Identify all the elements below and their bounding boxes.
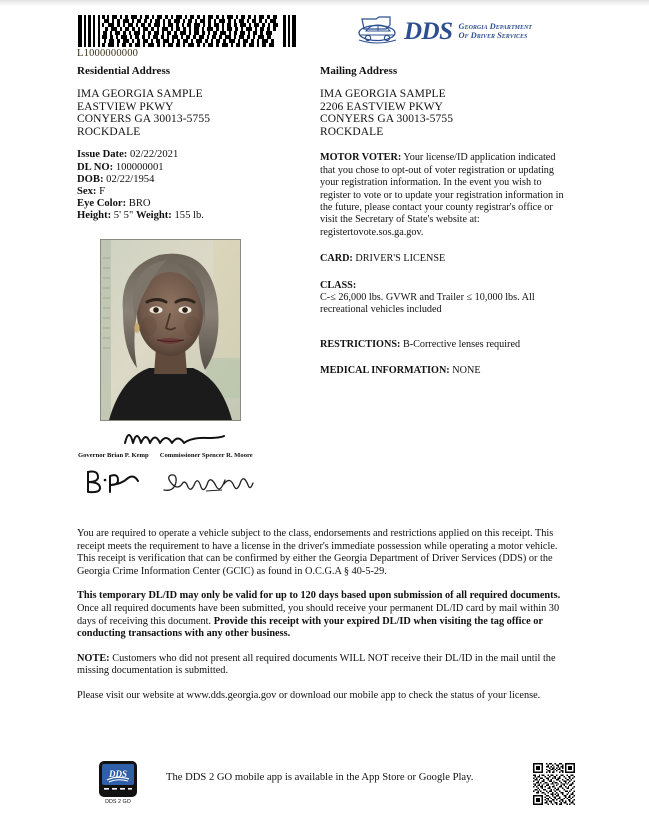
body-paragraph-4: Please visit our website at www.dds.georgia.gov or download our mobile app to check the status of your license. [77,689,541,701]
sex-value: F [99,185,105,197]
qr-code-icon [533,763,575,805]
sex-label: Sex: [77,185,97,197]
height-weight-field [77,210,307,222]
motor-voter-label: MOTOR VOTER: [320,152,402,164]
motor-voter-block [320,152,568,239]
footer-app-text: The DDS 2 GO mobile app is available in the App Store or Google Play. [166,772,474,783]
svg-text:DDS: DDS [108,769,128,779]
receipt-body [77,528,574,703]
weight-label: Weight: [135,210,172,222]
governor-signature-icon [82,468,142,496]
height-label: Height: [77,210,112,222]
body-paragraph-1: You are required to operate a vehicle subject to the class, endorsements and restrictions applied on this receipt. This receipt meets the requirement to have a license in the driver's immediate possession while operating a motor vehicle. This receipt is verification that can be confirmed by either the Georgia Department of Driver Services (DDS) or the Georgia Crime Information Center (GCIC) as found in O.C.G.A § 40-5-29. [77,528,558,577]
issue-date-label: Issue Date: [77,149,128,161]
barcode-number: L1000000000 [77,48,139,59]
restrictions-value: B-Corrective lenses required [402,338,521,350]
sex-field [77,186,307,198]
residential-line-1: IMA GEORGIA SAMPLE [77,88,203,100]
dl-no-field [77,162,307,174]
license-fields [77,149,307,222]
dob-value: 02/22/1954 [106,173,155,185]
eye-color-field [77,198,307,210]
residential-line-3: CONYERS GA 30013-5755 [77,113,211,126]
mailing-address-title: Mailing Address [320,65,398,77]
dob-field [77,174,307,186]
restrictions-label: RESTRICTIONS: [320,338,401,350]
eye-color-value: BRO [128,198,151,210]
cardholder-signature-icon [120,425,240,449]
dds-logo-letters: DDS [404,17,453,45]
body-paragraph-2-bold: This temporary DL/ID may only be valid for up to 120 days based upon submission of all required documents. [77,590,561,602]
residential-column [77,65,307,223]
pdf417-barcode-icon [77,15,299,47]
dds-car-georgia-logo-icon [356,16,400,46]
medical-information-block [320,365,568,377]
body-paragraph-3 [77,603,574,641]
dds-tagline-line1: Georgia Department [458,21,532,31]
mailing-line-4: ROCKDALE [320,125,384,138]
dl-no-label: DL NO: [77,161,114,173]
card-label: CARD: [320,253,353,265]
weight-value: 155 lb. [174,210,204,222]
class-block [320,280,568,317]
commissioner-signature-icon [160,470,255,496]
mailing-line-2: 2206 EASTVIEW PKWY [320,100,443,113]
motor-voter-text: Your license/ID application indicated that you chose to opt-out of voter registration or updating your registration information. In the event you wish to register to vote or to update your registration information in the future, please contact your county registrar's office or visit the Secretary of State's website at: registertovote.sos.ga.gov. [320,152,564,238]
card-value: DRIVER'S LICENSE [355,253,446,265]
height-value: 5' 5" [113,210,134,222]
restrictions-block [320,339,568,351]
residential-line-2: EASTVIEW PKWY [77,100,174,113]
note-text: Customers who did not present all required documents WILL NOT receive their DL/ID in the mail until the missing documentation is submitted. [77,652,556,677]
card-block [320,253,568,265]
commissioner-label: Commissioner Spencer R. Moore [159,452,253,459]
class-value: C-≤ 26,000 lbs. GVWR and Trailer ≤ 10,000 lbs. All recreational vehicles included [320,292,535,316]
svg-text:DDS 2 GO: DDS 2 GO [105,799,131,805]
medical-information-label: MEDICAL INFORMATION: [320,365,450,377]
mailing-line-1: IMA GEORGIA SAMPLE [320,88,446,100]
medical-information-value: NONE [452,365,481,377]
note-label: NOTE: [77,652,110,664]
dds-2-go-app-icon [97,761,139,805]
dob-label: DOB: [77,173,104,185]
mailing-line-3: CONYERS GA 30013-5755 [320,113,454,126]
residential-line-4: ROCKDALE [77,125,141,138]
body-note [77,653,574,678]
page-top-shadow [0,0,649,6]
dl-no-value: 100000001 [115,161,164,173]
body-paragraph-2 [77,590,574,603]
class-label: CLASS: [320,279,357,291]
eye-color-label: Eye Color: [77,198,127,210]
issue-date-value: 02/22/2021 [129,149,179,161]
dds-logo [356,16,532,46]
dds-tagline-line2: Of Driver Services [458,31,528,40]
governor-label: Governor Brian P. Kemp [78,452,149,459]
dds-logo-tagline [457,22,532,41]
body-paragraph-3-plain: Once all required documents have been submitted, you should receive your permanent DL/ID card by mail within 30 days of receiving this document. [77,602,560,627]
body-paragraph-3-bold: Provide this receipt with your expired DL/ID when visiting the tag office or conducting transactions with any other business. [77,615,543,640]
cardholder-portrait-photo-icon [100,239,241,421]
issue-date-field [77,149,307,161]
barcode-block [77,15,299,60]
mailing-column [320,65,568,378]
residential-address-title: Residential Address [77,65,171,77]
signature-labels [78,452,318,460]
